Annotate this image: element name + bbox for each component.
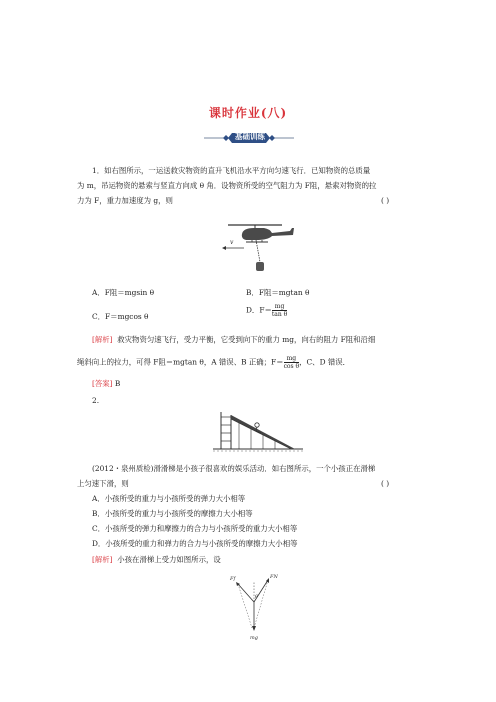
q1-analysis-fraction — [284, 355, 300, 370]
force-diagram — [224, 572, 294, 642]
theta-label: θ — [255, 594, 259, 600]
q1-stem-line-3: 力为 F，重力加速度为 g，则 — [77, 196, 173, 205]
q1-analysis-denominator: cos θ — [283, 363, 300, 370]
q1-answer-tag: [答案] — [92, 379, 113, 388]
q1-stem-line-1: 1．如右图所示，一运送救灾物资的直升飞机沿水平方向匀速飞行．已知物资的总质量 — [92, 166, 371, 175]
q2-analysis-text: 小孩在滑梯上受力如图所示，设 — [117, 555, 221, 564]
q1-analysis-text-a: 绳斜向上的拉力，可得 F阻＝mgtan θ，A 错误、B 正确；F＝ — [77, 357, 284, 367]
page-title: 课时作业(八) — [208, 106, 288, 120]
q1-option-b: B．F阻＝mgtan θ — [246, 288, 310, 297]
q1-option-d-fraction — [272, 303, 287, 318]
q2-option-b: B．小孩所受的重力与小孩所受的摩擦力大小相等 — [92, 509, 253, 518]
q2-number: 2. — [92, 396, 100, 405]
q1-answer-value: B — [114, 379, 121, 388]
q1-option-d-denominator: tan θ — [271, 311, 288, 318]
q1-analysis-line-2 — [77, 355, 350, 370]
velocity-label: v — [230, 239, 234, 246]
q2-analysis-tag: [解析] — [92, 555, 113, 564]
slide-figure — [213, 409, 305, 455]
q1-analysis-numerator: mg — [284, 355, 300, 363]
q2-stem-line-1: (2012・泉州质检)滑滑梯是小孩子很喜欢的娱乐活动．如右图所示，一个小孩正在滑梯 — [92, 464, 376, 473]
q1-answer-line — [92, 377, 120, 391]
q2-stem-line-2: 上匀速下滑，则 — [77, 479, 129, 488]
q1-option-d-prefix: D．F＝ — [246, 305, 272, 315]
q1-analysis-line-1 — [92, 333, 375, 347]
q2-analysis-line — [92, 553, 221, 567]
q1-analysis-text-b: ，C、D 错误． — [299, 357, 351, 367]
section-banner — [204, 130, 294, 144]
friction-force-label: Ff — [230, 576, 236, 582]
q1-option-d — [246, 303, 287, 318]
q1-option-a: A．F阻＝mgsin θ — [92, 288, 155, 297]
q1-option-c: C．F＝mgcos θ — [92, 312, 149, 321]
banner-label: 基础训练 — [235, 132, 265, 141]
q1-analysis-tag: [解析] — [92, 335, 113, 344]
q1-answer-blank: ( ) — [381, 196, 390, 205]
q2-option-c: C．小孩所受的弹力和摩擦力的合力与小孩所受的重力大小相等 — [92, 524, 298, 533]
helicopter-figure — [212, 222, 302, 280]
q1-option-d-numerator: mg — [272, 303, 287, 311]
q2-option-d: D．小孩所受的重力和弹力的合力与小孩所受的摩擦力大小相等 — [92, 539, 298, 548]
q1-stem-line-2: 为 m，吊运物资的悬索与竖直方向成 θ 角．设物资所受的空气阻力为 F阻，悬索对物资的拉 — [77, 181, 377, 190]
q1-analysis-text: 救灾物资匀速飞行，受力平衡，它受到向下的重力 mg，向右的阻力 F阻和沿细 — [117, 335, 376, 344]
gravity-label: mg — [250, 635, 258, 641]
q2-option-a: A．小孩所受的重力与小孩所受的弹力大小相等 — [92, 494, 246, 503]
q2-answer-blank: ( ) — [381, 479, 390, 488]
normal-force-label: FN — [270, 574, 278, 580]
